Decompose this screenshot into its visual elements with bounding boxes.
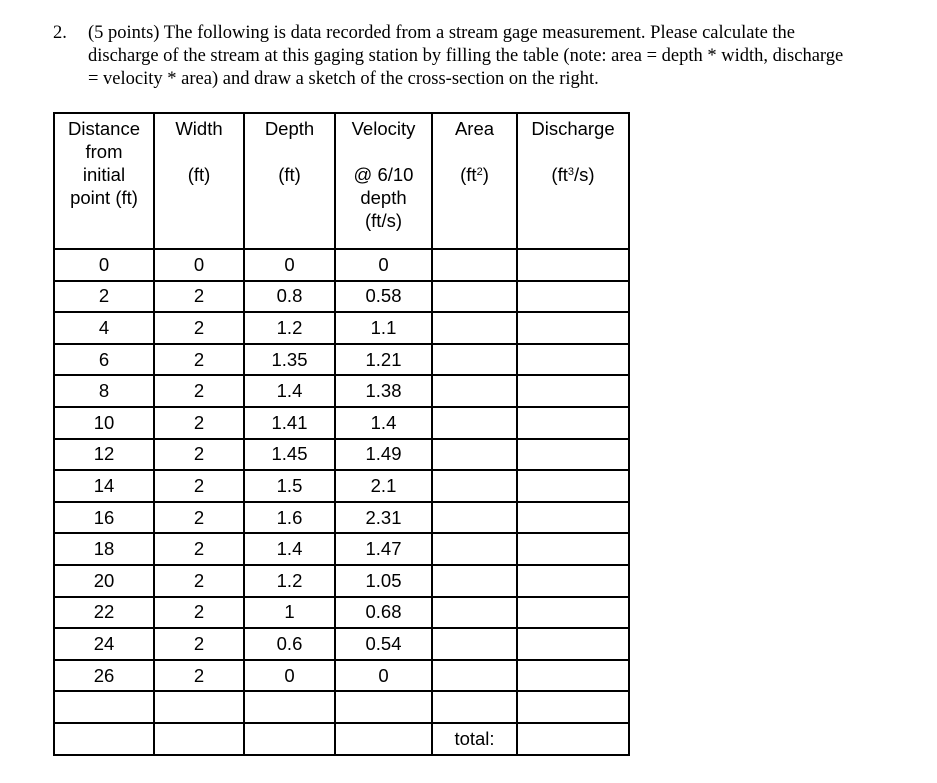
table-cell xyxy=(517,344,629,376)
table-cell xyxy=(244,723,335,755)
table-cell: 0 xyxy=(154,249,244,281)
table-row xyxy=(54,249,629,281)
table-cell: 1 xyxy=(244,597,335,629)
table-row xyxy=(54,470,629,502)
table-cell xyxy=(517,312,629,344)
table-cell xyxy=(432,502,517,534)
table-cell xyxy=(244,691,335,723)
table-row xyxy=(54,691,629,723)
table-cell xyxy=(432,597,517,629)
table-cell: 10 xyxy=(54,407,154,439)
question-line: (5 points) The following is data recorded from a stream gage measurement. Please calculate the xyxy=(88,23,796,43)
table-row xyxy=(54,597,629,629)
total-discharge-cell xyxy=(517,723,629,755)
table-cell: 26 xyxy=(54,660,154,692)
table-cell xyxy=(517,375,629,407)
table-cell xyxy=(432,660,517,692)
table-cell xyxy=(432,312,517,344)
table-cell xyxy=(335,723,432,755)
table-row xyxy=(54,565,629,597)
header-discharge: Discharge $(ft^3/s)$ xyxy=(517,113,629,249)
table-cell: 1.2 xyxy=(244,565,335,597)
table-cell xyxy=(432,565,517,597)
table-cell xyxy=(432,281,517,313)
table-cell xyxy=(432,439,517,471)
table-cell: 1.4 xyxy=(244,375,335,407)
table-cell: 2 xyxy=(154,660,244,692)
table-row xyxy=(54,502,629,534)
table-cell xyxy=(517,470,629,502)
table-cell xyxy=(517,249,629,281)
table-row xyxy=(54,312,629,344)
table-cell: 0 xyxy=(335,660,432,692)
table-cell: 2 xyxy=(154,281,244,313)
table-row xyxy=(54,628,629,660)
table-cell: 1.4 xyxy=(244,533,335,565)
table-cell xyxy=(517,439,629,471)
header-depth: Depth (ft) xyxy=(244,113,335,249)
table-row xyxy=(54,281,629,313)
table-cell: 1.35 xyxy=(244,344,335,376)
table-cell xyxy=(517,597,629,629)
table-cell: 0 xyxy=(54,249,154,281)
table-cell: 1.4 xyxy=(335,407,432,439)
table-cell: 1.38 xyxy=(335,375,432,407)
table-cell: 2 xyxy=(154,375,244,407)
table-cell: 0.68 xyxy=(335,597,432,629)
table-cell: 1.5 xyxy=(244,470,335,502)
table-cell xyxy=(154,723,244,755)
table-cell xyxy=(432,691,517,723)
table-cell: 0.6 xyxy=(244,628,335,660)
question-line: = velocity * area) and draw a sketch of the cross-section on the right. xyxy=(88,69,599,89)
table-cell: 0.8 xyxy=(244,281,335,313)
table-cell: 1.47 xyxy=(335,533,432,565)
question-text xyxy=(88,22,918,91)
table-cell: 2 xyxy=(154,344,244,376)
table-cell xyxy=(517,565,629,597)
table-cell: 22 xyxy=(54,597,154,629)
table-cell: 0.58 xyxy=(335,281,432,313)
table-cell: 2.1 xyxy=(335,470,432,502)
table-row xyxy=(54,439,629,471)
table-cell: 0 xyxy=(335,249,432,281)
table-cell: 1.41 xyxy=(244,407,335,439)
table-cell: 4 xyxy=(54,312,154,344)
question-line: discharge of the stream at this gaging station by filling the table (note: area = depth * width, discharge xyxy=(88,46,844,66)
table-cell: 14 xyxy=(54,470,154,502)
table-cell: 1.21 xyxy=(335,344,432,376)
table-cell: 2 xyxy=(154,502,244,534)
table-cell: 1.2 xyxy=(244,312,335,344)
table-cell: 0 xyxy=(244,249,335,281)
table-cell: 1.45 xyxy=(244,439,335,471)
table-cell: 2 xyxy=(154,439,244,471)
table-cell: 0 xyxy=(244,660,335,692)
table-cell xyxy=(432,249,517,281)
header-distance: Distance from initial point (ft) xyxy=(54,113,154,249)
table-cell: 8 xyxy=(54,375,154,407)
table-cell: 0.54 xyxy=(335,628,432,660)
table-cell: 2 xyxy=(154,628,244,660)
table-cell xyxy=(517,502,629,534)
table-cell xyxy=(432,470,517,502)
table-cell: 1.6 xyxy=(244,502,335,534)
table-cell: 20 xyxy=(54,565,154,597)
table-cell: 2 xyxy=(154,407,244,439)
table-cell xyxy=(432,375,517,407)
table-cell xyxy=(432,628,517,660)
table-cell xyxy=(517,407,629,439)
total-label: total: xyxy=(432,723,517,755)
table-cell xyxy=(432,344,517,376)
total-row xyxy=(54,723,629,755)
table-row xyxy=(54,375,629,407)
table-row xyxy=(54,344,629,376)
table-row xyxy=(54,407,629,439)
table-cell: 6 xyxy=(54,344,154,376)
table-cell xyxy=(54,691,154,723)
question-number: 2. xyxy=(53,23,67,43)
table-cell xyxy=(432,533,517,565)
table-header-row xyxy=(54,113,629,249)
table-cell xyxy=(517,691,629,723)
header-velocity: Velocity @ 6/10 depth (ft/s) xyxy=(335,113,432,249)
table-cell xyxy=(517,660,629,692)
table-cell: 2 xyxy=(54,281,154,313)
table-cell xyxy=(432,407,517,439)
table-cell: 12 xyxy=(54,439,154,471)
table-cell: 16 xyxy=(54,502,154,534)
table-row xyxy=(54,533,629,565)
table-cell: 2 xyxy=(154,312,244,344)
table-cell: 1.49 xyxy=(335,439,432,471)
table-row xyxy=(54,660,629,692)
table-cell: 24 xyxy=(54,628,154,660)
discharge-table xyxy=(53,112,630,756)
table-cell: 2 xyxy=(154,470,244,502)
table-cell: 2 xyxy=(154,597,244,629)
table-cell: 18 xyxy=(54,533,154,565)
table-cell xyxy=(335,691,432,723)
header-area: Area $(ft^2)$ xyxy=(432,113,517,249)
table-cell xyxy=(54,723,154,755)
table-cell xyxy=(154,691,244,723)
table-cell xyxy=(517,628,629,660)
table-cell: 2 xyxy=(154,565,244,597)
table-cell xyxy=(517,533,629,565)
table-cell: 1.05 xyxy=(335,565,432,597)
table-cell xyxy=(517,281,629,313)
table-cell: 1.1 xyxy=(335,312,432,344)
table-cell: 2 xyxy=(154,533,244,565)
table-cell: 2.31 xyxy=(335,502,432,534)
header-width: Width (ft) xyxy=(154,113,244,249)
